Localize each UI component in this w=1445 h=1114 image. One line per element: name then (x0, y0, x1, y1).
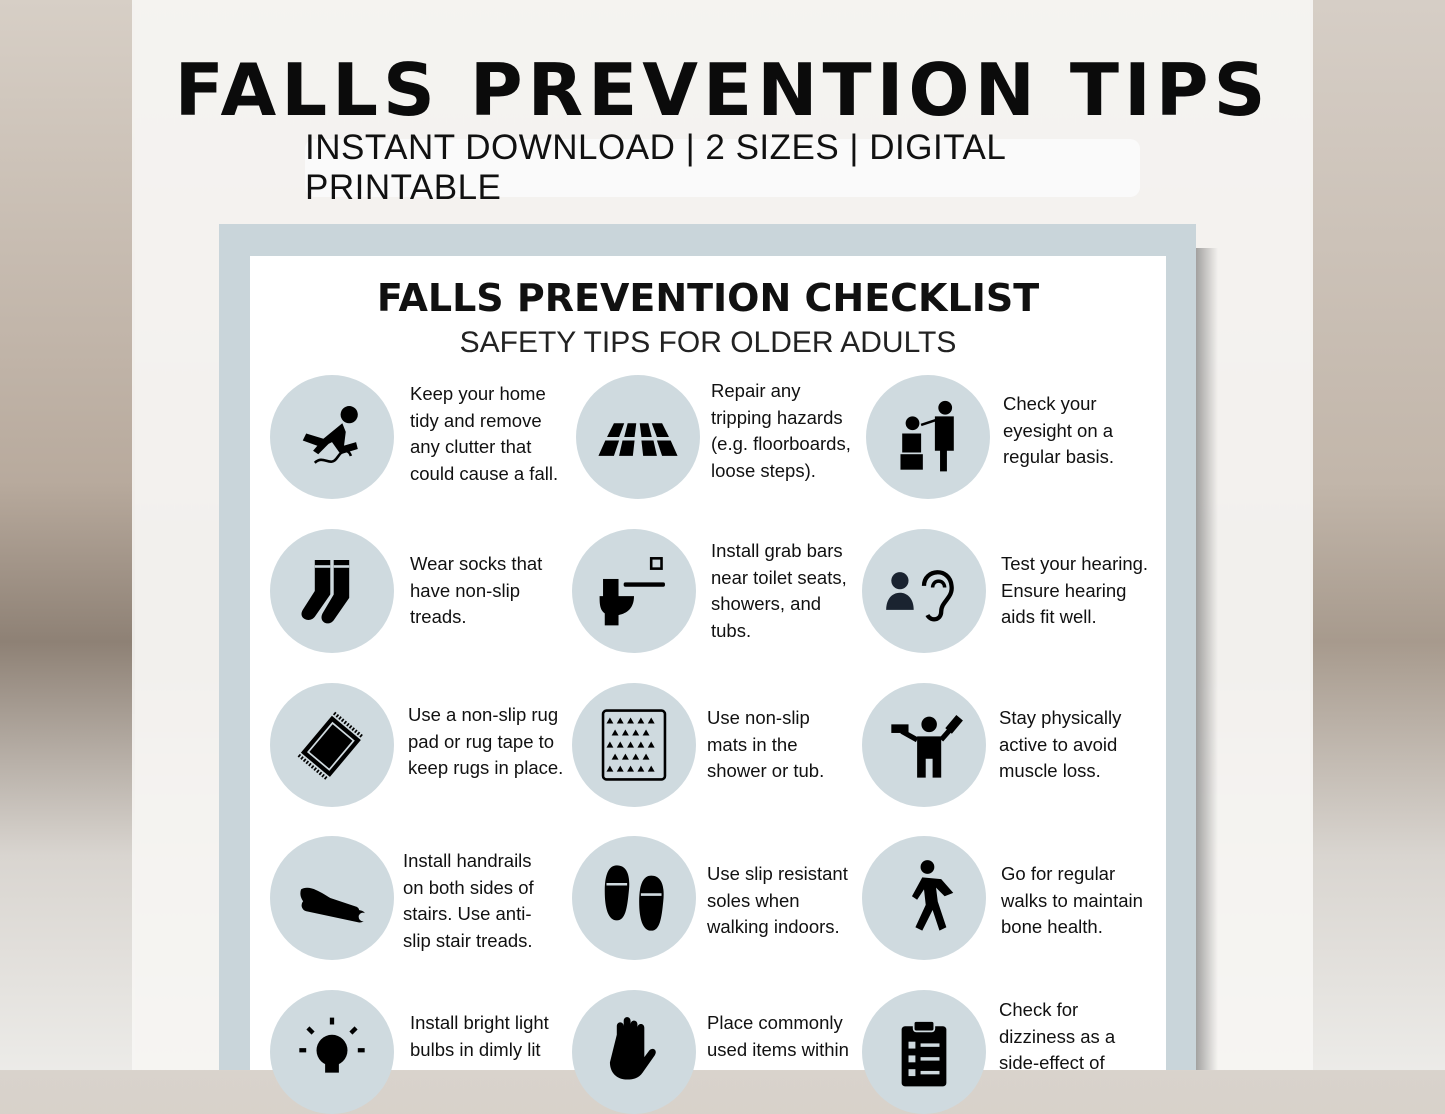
checklist-title: FALLS PREVENTION CHECKLIST (376, 276, 1040, 320)
tip-text: Stay physically active to avoid muscle loss. (999, 707, 1122, 781)
slippers-icon (572, 836, 696, 960)
tip-text: Wear socks that have non-slip treads. (410, 553, 543, 627)
checklist-subtitle: SAFETY TIPS FOR OLDER ADULTS (459, 326, 957, 359)
subtitle-text: INSTANT DOWNLOAD | 2 SIZES | DIGITAL PRINTABLE (305, 128, 1005, 207)
eye-exam-icon (866, 375, 990, 499)
background-right (1310, 0, 1445, 1070)
tip-text: Check your eyesight on a regular basis. (1003, 393, 1115, 467)
dumbbell-exercise-icon (862, 683, 986, 807)
tip-text: Go for regular walks to maintain bone health. (1001, 863, 1143, 937)
floorboards-icon (576, 375, 700, 499)
toilet-grab-bar-icon (572, 529, 696, 653)
socks-icon (270, 529, 394, 653)
tip-text: Use a non-slip rug pad or rug tape to keep rugs in place. (408, 704, 564, 778)
rug-icon (270, 683, 394, 807)
tip-text: Install grab bars near toilet seats, showers, and tubs. (711, 540, 847, 641)
tip-text: Install bright light bulbs in dimly lit (410, 1012, 549, 1060)
sheet-shadow (1196, 248, 1218, 1070)
tip-text: Use non-slip mats in the shower or tub. (707, 707, 825, 781)
hearing-icon (862, 529, 986, 653)
tip-text: Place commonly used items within (707, 1012, 849, 1060)
tip-text: Use slip resistant soles when walking indoors. (707, 863, 848, 937)
tip-text: Install handrails on both sides of stairs. Use anti- slip stair treads. (403, 850, 534, 951)
tip-text: Check for dizziness as a side-effect of (999, 999, 1116, 1073)
hand-icon (572, 990, 696, 1114)
checklist-sheet (250, 256, 1166, 1073)
subtitle-pill (305, 128, 1140, 207)
page-title: FALLS PREVENTION TIPS (174, 48, 1271, 132)
light-bulb-icon (270, 990, 394, 1114)
tripping-person-icon (270, 375, 394, 499)
background-left (0, 0, 135, 1070)
handrail-icon (270, 836, 394, 960)
non-slip-mat-icon (572, 683, 696, 807)
tip-text: Keep your home tidy and remove any clutter that could cause a fall. (410, 383, 559, 484)
tip-text: Test your hearing. Ensure hearing aids fit well. (1001, 553, 1149, 627)
clipboard-checklist-icon (862, 990, 986, 1114)
walking-person-icon (862, 836, 986, 960)
tip-text: Repair any tripping hazards (e.g. floorboards, loose steps). (711, 380, 851, 481)
